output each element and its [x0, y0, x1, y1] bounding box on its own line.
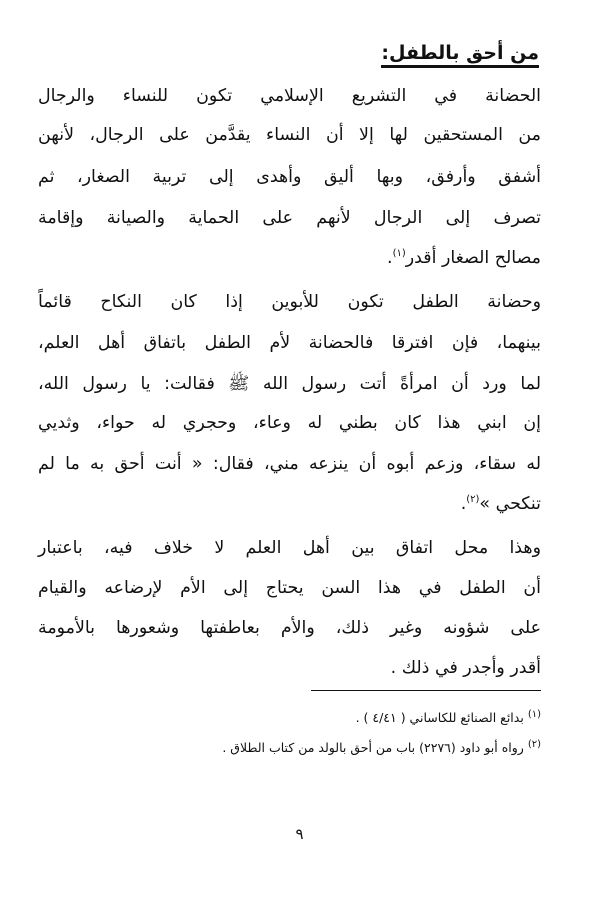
- footnote-ref: (١): [392, 248, 406, 260]
- para2-line: لما ورد أن امرأةً أتت رسول الله ﷺ فقالت: يا رسول الله،: [38, 374, 541, 394]
- footnote-mark: (٢): [527, 738, 541, 750]
- para3-line: على شؤونه وغير ذلك، والأم بعاطفتها وشعورها بالأمومة: [38, 618, 541, 638]
- para2-line: وحضانة الطفل تكون للأبوين إذا كان النكاح قائماً: [38, 292, 541, 312]
- para1-line: من المستحقين لها إلا أن النساء يقدَّمن على الرجال، لأنهن: [38, 125, 541, 145]
- footnote: [356, 710, 541, 725]
- para1-line: الحضانة في التشريع الإسلامي تكون للنساء والرجال: [38, 86, 541, 106]
- footnote-mark: (١): [527, 708, 541, 720]
- footnote-text: رواه أبو داود (٢٢٧٦) باب من أحق بالولد من كتاب الطلاق .: [222, 740, 524, 755]
- para3-line: وهذا محل اتفاق بين أهل العلم لا خلاف فيه، باعتبار: [38, 538, 541, 558]
- para3-line: أن الطفل في هذا السن يحتاج إلى الأم لإرضاعه والقيام: [38, 578, 541, 598]
- para2-last-text: تنكحي »: [479, 494, 541, 514]
- para3-line: أقدر وأجدر في ذلك .: [390, 658, 541, 678]
- para2-line: له سقاء، وزعم أبوه أن ينزعه مني، فقال: « أنت أحق به ما لم: [38, 454, 541, 474]
- footnote-divider: [311, 690, 541, 691]
- para1-last-text: مصالح الصغار أقدر: [405, 248, 541, 268]
- footnote-text: بدائع الصنائع للكاساني ( ٤/٤١ ) .: [355, 710, 524, 725]
- para2-end: .: [460, 494, 467, 514]
- para2-line: [38, 494, 541, 514]
- page-number: ٩: [295, 825, 304, 843]
- footnote: [222, 740, 541, 755]
- para1-line: أشفق وأرفق، وبها أليق وأهدى إلى تربية الصغار، ثم: [38, 167, 541, 187]
- para1-line: تصرف إلى الرجال لأنهم على الحماية والصيانة وإقامة: [38, 208, 541, 228]
- para2-line: إن ابني هذا كان بطني له وعاء، وحجري له حواء، وثديي: [38, 413, 541, 433]
- para1-end: .: [387, 248, 393, 268]
- section-heading: من أحق بالطفل:: [381, 42, 539, 68]
- footnote-ref: (٢): [466, 494, 480, 506]
- para1-line: [38, 248, 541, 268]
- para2-line: بينهما، فإن افترقا فالحضانة لأم الطفل باتفاق أهل العلم،: [38, 333, 541, 353]
